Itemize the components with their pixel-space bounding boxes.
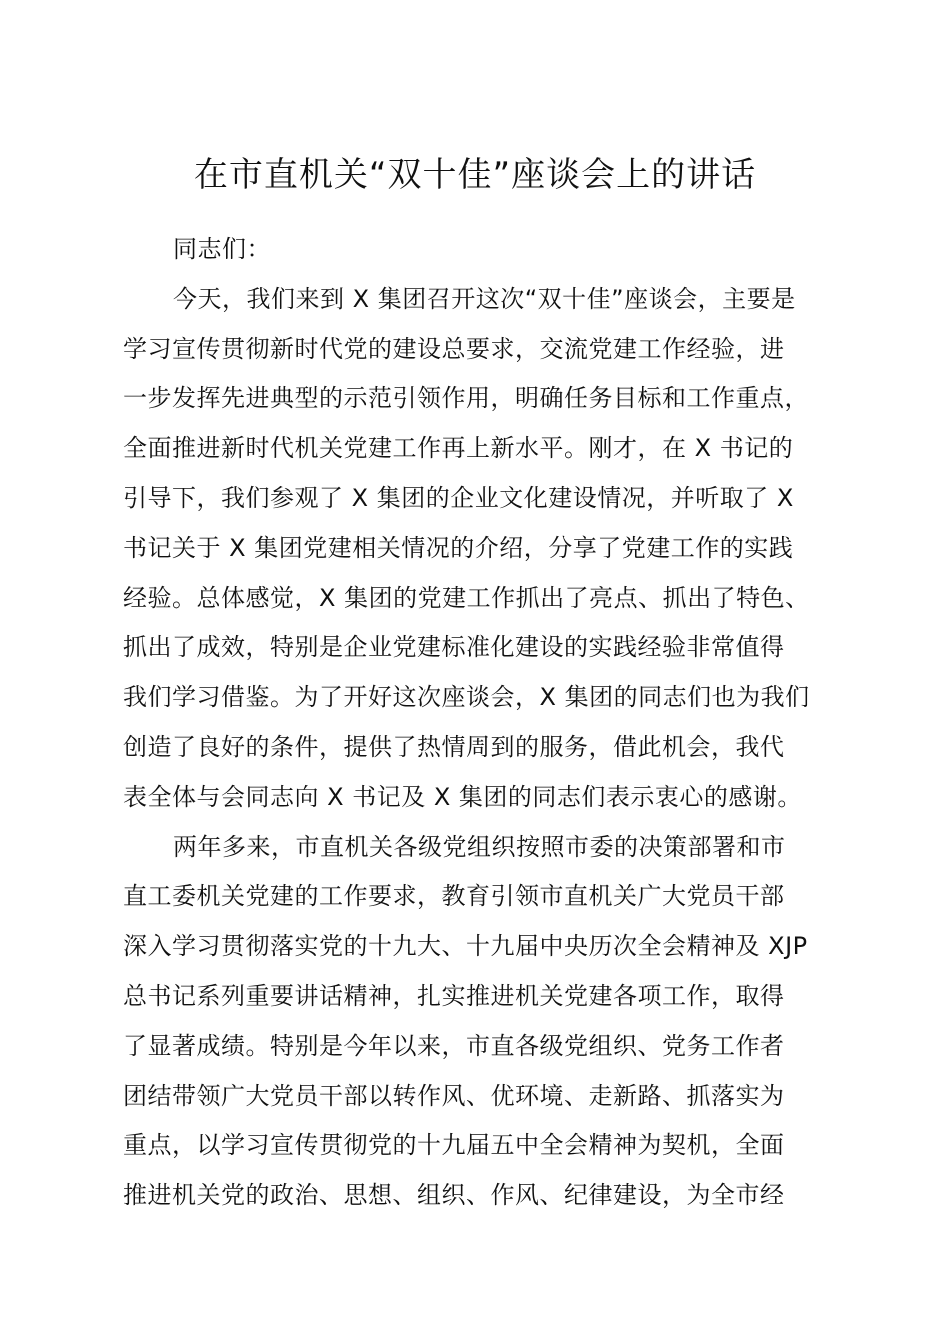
salutation-line: 同志们： — [173, 235, 271, 263]
paragraph-2-line: 直工委机关党建的工作要求，教育引领市直机关广大党员干部 — [123, 882, 785, 911]
paragraph-1-line: 书记关于 X 集团党建相关情况的介绍，分享了党建工作的实践 — [123, 533, 794, 562]
paragraph-1-line: 创造了良好的条件，提供了热情周到的服务，借此机会，我代 — [123, 732, 785, 761]
paragraph-2-line: 团结带领广大党员干部以转作风、优环境、走新路、抓落实为 — [123, 1081, 785, 1110]
paragraph-2-line: 重点，以学习宣传贯彻党的十九届五中全会精神为契机，全面 — [123, 1131, 785, 1160]
paragraph-1-line: 今天，我们来到 X 集团召开这次“双十佳”座谈会，主要是 — [173, 284, 796, 313]
paragraph-1-line: 抓出了成效，特别是企业党建标准化建设的实践经验非常值得 — [123, 633, 785, 662]
paragraph-2-line: 推进机关党的政治、思想、组织、作风、纪律建设，为全市经 — [123, 1181, 785, 1210]
paragraph-1-line: 我们学习借鉴。为了开好这次座谈会，X 集团的同志们也为我们 — [123, 683, 810, 712]
paragraph-2-line: 总书记系列重要讲话精神，扎实推进机关党建各项工作，取得 — [123, 981, 785, 1010]
paragraph-1-line: 表全体与会同志向 X 书记及 X 集团的同志们表示衷心的感谢。 — [123, 782, 802, 811]
paragraph-1-line: 一步发挥先进典型的示范引领作用，明确任务目标和工作重点， — [123, 384, 809, 413]
document-body — [123, 225, 838, 1221]
document-title: 在市直机关“双十佳”座谈会上的讲话 — [193, 155, 757, 195]
paragraph-1-line: 全面推进新时代机关党建工作再上新水平。刚才，在 X 书记的 — [123, 434, 794, 463]
paragraph-2-line: 深入学习贯彻落实党的十九大、十九届中央历次全会精神及 XJP — [123, 932, 808, 961]
paragraph-1-line: 经验。总体感觉，X 集团的党建工作抓出了亮点、抓出了特色、 — [123, 583, 810, 612]
paragraph-2-line: 了显著成绩。特别是今年以来，市直各级党组织、党务工作者 — [123, 1031, 785, 1060]
paragraph-2-line: 两年多来，市直机关各级党组织按照市委的决策部署和市 — [173, 832, 786, 861]
paragraph-1-line: 引导下，我们参观了 X 集团的企业文化建设情况，并听取了 X — [123, 483, 794, 512]
paragraph-1-line: 学习宣传贯彻新时代党的建设总要求，交流党建工作经验，进 — [123, 334, 785, 363]
